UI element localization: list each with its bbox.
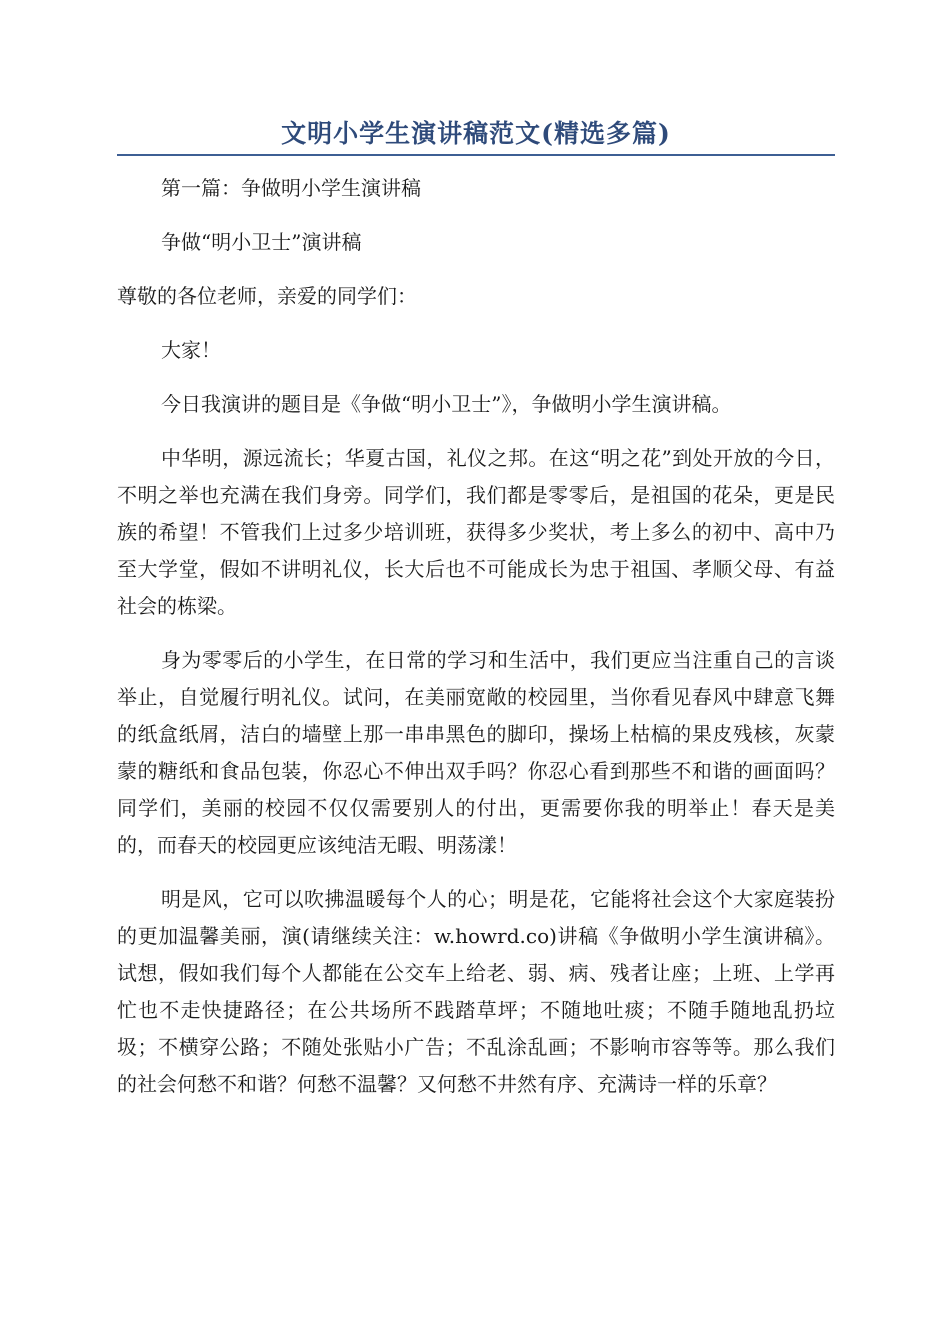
paragraph: 身为零零后的小学生，在日常的学习和生活中，我们更应当注重自己的言谈举止，自觉履行明礼仪。试问，在美丽宽敞的校园里，当你看见春风中肆意飞舞的纸盒纸屑，洁白的墙壁上那一串串黑色的脚印，操场上枯槁的果皮残核，灰蒙蒙的糖纸和食品包装，你忍心不伸出双手吗？你忍心看到那些不和谐的画面吗？同学们，美丽的校园不仅仅需要别人的付出，更需要你我的明举止！春天是美的，而春天的校园更应该纯洁无暇、明荡漾！ <box>117 648 835 857</box>
paragraph: 第一篇：争做明小学生演讲稿 <box>161 176 421 200</box>
paragraph: 今日我演讲的题目是《争做“明小卫士”》，争做明小学生演讲稿。 <box>161 392 732 416</box>
document-title: 文明小学生演讲稿范文(精选多篇) <box>281 119 671 148</box>
paragraph: 明是风，它可以吹拂温暖每个人的心；明是花，它能将社会这个大家庭装扮的更加温馨美丽，演(请继续关注：w.howrd.co)讲稿《争做明小学生演讲稿》。试想，假如我们每个人都能在公交车上给老、弱、病、残者让座；上班、上学再忙也不走快捷路径；在公共场所不践踏草坪；不随地吐痰；不随手随地乱扔垃圾；不横穿公路；不随处张贴小广告；不乱涂乱画；不影响市容等等。那么我们的社会何愁不和谐？何愁不温馨？又何愁不井然有序、充满诗一样的乐章？ <box>117 887 835 1096</box>
paragraph: 争做“明小卫士”演讲稿 <box>161 230 362 254</box>
document-body <box>117 170 835 1103</box>
document-page <box>117 114 835 1120</box>
paragraph: 尊敬的各位老师，亲爱的同学们： <box>117 284 417 308</box>
paragraph: 中华明，源远流长；华夏古国，礼仪之邦。在这“明之花”到处开放的今日，不明之举也充满在我们身旁。同学们，我们都是零零后，是祖国的花朵，更是民族的希望！不管我们上过多少培训班，获得多少奖状，考上多么的初中、高中乃至大学堂，假如不讲明礼仪，长大后也不可能成长为忠于祖国、孝顺父母、有益社会的栋梁。 <box>117 446 835 618</box>
paragraph: 大家！ <box>161 338 221 362</box>
title-underline <box>117 154 835 156</box>
